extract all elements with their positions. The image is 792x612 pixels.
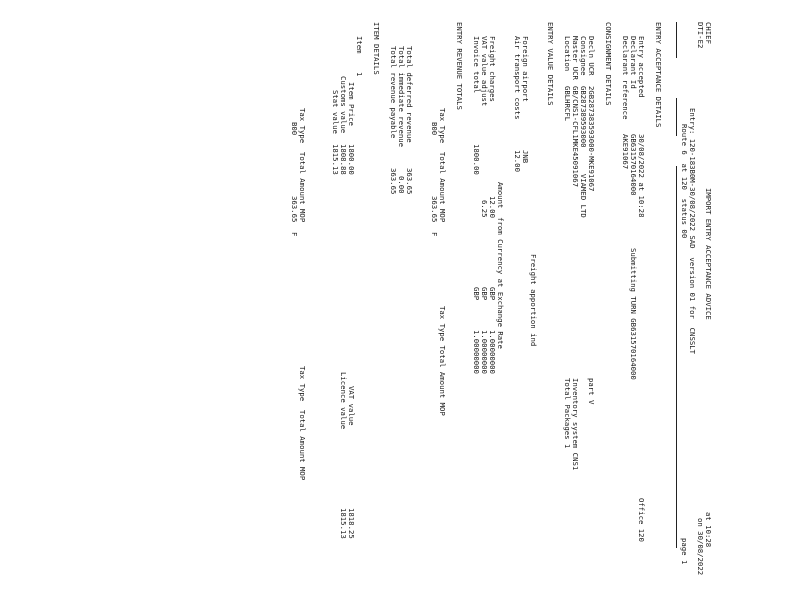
item-tax-type: B00	[290, 122, 299, 136]
submitting-turn: Submitting TURN GB631570164000	[629, 248, 638, 380]
item-number: 1	[355, 72, 364, 77]
vat-value-label: VAT value	[347, 386, 356, 426]
freight-apportion: Freight apportion ind	[529, 254, 538, 347]
immediate-revenue-value: 0.00	[397, 176, 406, 194]
page-title: IMPORT ENTRY ACCEPTANCE ADVICE	[704, 188, 713, 320]
licence-value: 1815.13	[339, 508, 348, 539]
payable-revenue-label: Total revenue payable	[389, 46, 398, 139]
item-tax-amount: 363.65	[290, 196, 299, 223]
value-columns-header: Amount from Currency at Exchange Rate	[496, 182, 505, 349]
value-row-label: Invoice total	[472, 36, 481, 94]
item-tax-mop: F	[290, 232, 299, 237]
entry-line: Entry: 120-183B0M-30/08/2022 SAD version 01 for CNSSLT	[688, 108, 697, 355]
declarant-id-value: GB631570164000	[629, 134, 638, 196]
value-row-amount: 12.00	[488, 196, 497, 218]
consignment-heading: CONSIGNMENT DETAILS	[604, 22, 613, 106]
declarant-id-label: Declarant Id	[629, 36, 638, 89]
customs-value-label: Customs value	[339, 76, 348, 134]
item-price-value: 1800.00	[347, 144, 356, 175]
entry-accepted-label: Entry accepted	[637, 36, 646, 98]
item-details-heading: ITEM DETAILS	[372, 22, 381, 75]
value-row-currency: GBP	[488, 287, 497, 301]
header-date: on 30/08/2022	[696, 518, 705, 576]
consignee-label: Consignee	[579, 36, 588, 76]
consignee-value: GB287389593000 VIAMED LTD	[579, 86, 588, 218]
revenue-columns-left: Tax Type Total Amount MOP	[438, 108, 447, 223]
immediate-revenue-label: Total immediate revenue	[397, 46, 406, 148]
form-id: DTI-E2	[696, 22, 705, 49]
header-rule-mid	[676, 98, 677, 136]
item-price-label: Item Price	[347, 82, 356, 126]
header-time: at 10:28	[704, 512, 713, 548]
revenue-tax-amount: 363.65	[430, 196, 439, 223]
system-name: CHIEF	[704, 22, 713, 44]
value-row-currency: GBP	[480, 287, 489, 301]
ducr-value: 2GB287383593000-MKE91067	[587, 86, 596, 192]
item-label: Item	[355, 36, 364, 54]
inventory-system: Inventory system CNS1	[571, 378, 580, 471]
total-packages: Total Packages 1	[563, 378, 572, 449]
route-line: Route 6 at 120 status 00	[680, 124, 689, 239]
licence-value-label: Licence value	[339, 372, 348, 430]
value-row-amount: 1800.00	[472, 144, 481, 175]
foreign-airport-label: Foreign airport	[521, 36, 530, 102]
acceptance-heading: ENTRY ACCEPTANCE DETAILS	[654, 22, 663, 128]
value-row-rate: 1.00000000	[488, 330, 497, 374]
master-ucr-label: Master UCR	[571, 36, 580, 80]
entry-value-heading: ENTRY VALUE DETAILS	[546, 22, 555, 106]
deferred-revenue-value: 363.65	[405, 168, 414, 195]
value-row-label: Freight charges	[488, 36, 497, 102]
value-row-amount: 6.25	[480, 200, 489, 218]
item-tax-columns-right: Tax Type Total Amount MOP	[298, 366, 307, 481]
value-row-rate: 1.00000000	[480, 330, 489, 374]
entry-accepted-value: 30/08/2022 at 10:28	[637, 134, 646, 218]
ducr-label: Decln UCR	[587, 36, 596, 76]
value-row-rate: 1.00000000	[472, 330, 481, 374]
location-value: GBLHRCFL	[563, 86, 572, 122]
customs-value: 1808.88	[339, 144, 348, 175]
payable-revenue-value: 363.65	[389, 168, 398, 195]
value-row-currency: GBP	[472, 287, 481, 301]
revenue-columns-right: Tax Type Total Amount MOP	[438, 306, 447, 416]
revenue-heading: ENTRY REVENUE TOTALS	[455, 22, 464, 110]
declarant-ref-label: Declarant reference	[621, 36, 630, 120]
foreign-airport-value: JNB	[521, 150, 530, 164]
vat-value: 1818.25	[347, 508, 356, 539]
part: part V	[587, 378, 596, 405]
value-row-label: VAT value adjust	[480, 36, 489, 107]
office: Office 120	[637, 498, 646, 542]
location-label: Location	[563, 36, 572, 72]
stat-value-label: Stat value	[331, 90, 340, 134]
declarant-ref-value: AKE91067	[621, 134, 630, 170]
header-rule-left	[676, 22, 677, 58]
deferred-revenue-label: Total deferred revenue	[405, 46, 414, 143]
page-number: page 1	[680, 538, 689, 565]
master-ucr-value: GB/CNS1-CFL1MKE45091067	[571, 86, 580, 188]
item-tax-columns-left: Tax Type Total Amount MOP	[298, 108, 307, 223]
air-transport-label: Air transport costs	[513, 36, 522, 120]
revenue-tax-mop: F	[430, 232, 439, 237]
stat-value: 1815.13	[331, 144, 340, 175]
header-rule-right	[676, 166, 677, 548]
air-transport-value: 12.00	[513, 150, 522, 172]
revenue-tax-type: B00	[430, 122, 439, 136]
